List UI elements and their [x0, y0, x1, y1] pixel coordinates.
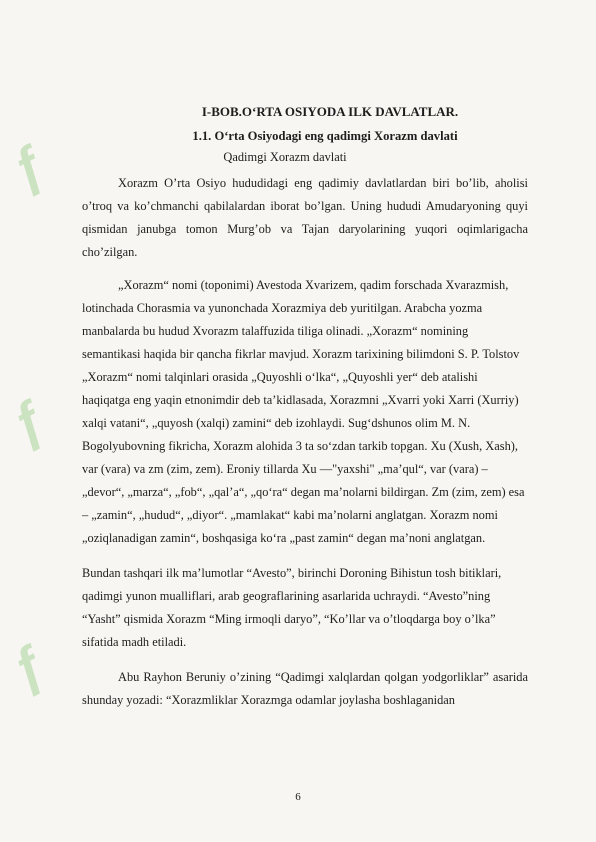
section-title: 1.1. O‘rta Osiyodagi eng qadimgi Xorazm davlati	[192, 129, 458, 143]
page-number: 6	[295, 791, 301, 803]
paragraph-3: Bundan tashqari ilk ma’lumotlar “Avesto”, birinchi Doroning Bihistun tosh bitiklari, qadimgi yunon mualliflari, arab geograflarining asarlarida uchraydi. “Avesto”ning “Yasht” qismida Xorazm “Ming irmoqli daryo”, “Ko’llar va o’tloqdarga boy o’lka” sifatida madh etiladi.	[82, 566, 502, 649]
paragraph-2: „Xorazm“ nomi (toponimi) Avestoda Xvarizem, qadim forschada Xvarazmish, lotinchada Chorasmia va yunonchada Xorazmiya deb yuritilgan. Arabcha yozma manbalarda bu hudud Xvorazm talaffuzida tiliga olinadi. „Xorazm“ nomining semantikasi haqida bir qancha fikrlar mavjud. Xorazm tarixining bilimdoni S. P. Tolstov „Xorazm“ nomi talqinlari orasida „Quyoshli o‘lka“, „Quyoshli yer“ deb atalishi haqiqatga eng yaqin etnonimdir deb ta’kidlasada, Xorazmni „Xvarri yoki Xarri (Xurriy) xalqi vatani“, „quyosh (xalqi) zamini“ deb izohlaydi. Sug‘dshunos olim M. N. Bogolyubovning fikricha, Xorazm alohida 3 ta so‘zdan tarkib topgan. Xu (Xush, Xash), var (vara) va zm (zim, zem). Eroniy tillarda Xu —"yaxshi" „ma’qul“, var (vara) – „devor“, „marza“, „fob“, „qal’a“, „qo‘ra“ degan ma’nolarni bildirgan. Zm (zim, zem) esa – „zamin“, „hudud“, „diyor“. „mamlakat“ kabi ma’nolarni anglatgan. Xorazm nomi „oziqlanadigan zamin“, boshqasiga ko‘ra „past zamin“ degan ma’noni anglatgan.	[82, 278, 525, 545]
leaf-icon: ƒ	[1, 632, 57, 700]
paragraph-4: Abu Rayhon Beruniy o’zining “Qadimgi xalqlardan qolgan yodgorliklar” asarida shunday yozadi: “Xorazmliklar Xorazmga odamlar joylasha boshlaganidan	[82, 670, 528, 707]
leaf-icon: ƒ	[1, 132, 57, 200]
leaf-icon: ƒ	[1, 387, 57, 455]
chapter-title: I-BOB.O‘RTA OSIYODA ILK DAVLATLAR.	[201, 104, 459, 119]
subsection-title: Qadimgi Xorazm davlati	[223, 150, 347, 164]
paragraph-1: Xorazm O’rta Osiyo hududidagi eng qadimiy davlatlardan biri bo’lib, aholisi o’troq va ko’chmanchi qabilalardan iborat bo’lgan. Uning hududi Amudaryoning quyi qismidan janubga tomon Murg’ob va Tajan daryolarining yuqori oqimlarigacha cho’zilgan.	[82, 176, 528, 259]
document-body	[82, 103, 528, 712]
